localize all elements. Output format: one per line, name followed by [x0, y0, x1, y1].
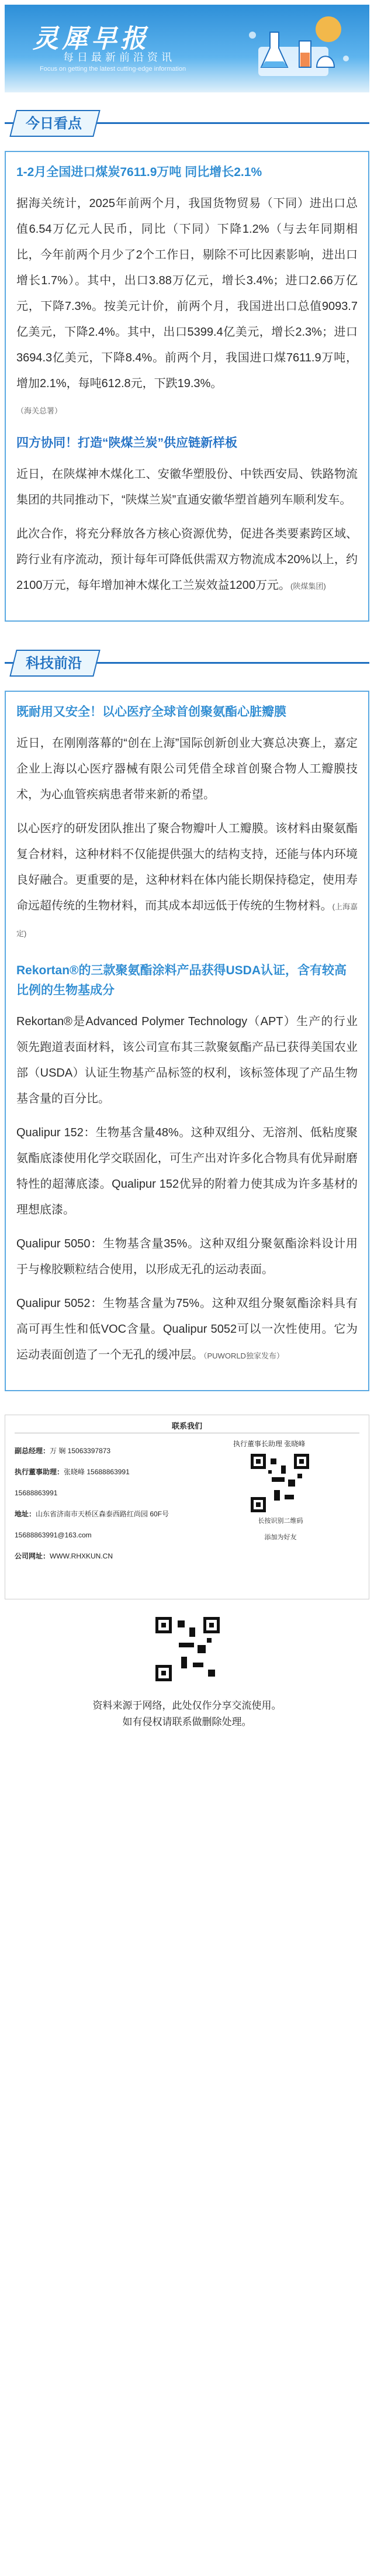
article-title: 既耐用又安全！以心医疗全球首创聚氨酯心脏瓣膜 [16, 705, 286, 719]
article-paragraph: 近日，在陕煤神木煤化工、安徽华塑股份、中铁西安局、铁路物流集团的共同推动下，“陕煤兰炭”直通安徽华塑首趟列车顺利发车。 [16, 468, 358, 506]
contact-email: 15688863991@163.com [15, 1531, 92, 1539]
bottom-qr-code-icon[interactable] [155, 1617, 220, 1681]
article-paragraph: 近日，在刚刚落幕的“创在上海”国际创新创业大赛总决赛上，嘉定企业上海以心医疗器械有限公司凭借全球首创聚合物人工瓣膜技术，为心血管疾病患者带来新的希望。 [16, 737, 358, 801]
article-source: （海关总署） [16, 406, 63, 415]
article-paragraph: Qualipur 5050：生物基含量35%。这种双组分聚氨酯涂料设计用于与橡胶颗粒结合使用，以形成无孔的运动表面。 [16, 1237, 358, 1276]
article-title: 四方协同！打造“陕煤兰炭”供应链新样板 [16, 436, 237, 450]
brand-tagline: 每日最新前沿资讯 [63, 51, 175, 63]
brand-title: 灵犀早报 [33, 24, 150, 54]
footer-line-1: 资料来源于网络，此处仅作分享交流使用。 [92, 1700, 282, 1711]
wechat-qr-code-icon[interactable] [251, 1454, 309, 1512]
footer-line-2: 如有侵权请联系做删除处理。 [122, 1716, 252, 1727]
contact-right-label: 执行董事长助理 张晓峰 [233, 1440, 306, 1448]
header-banner [5, 5, 369, 92]
article-paragraph: 据海关统计，2025年前两个月，我国货物贸易（下同）进出口总值6.54万亿元人民币，同比（下同）下降1.2%（与去年同期相比，今年前两个月少了2个工作日，剔除不可比因素影响，进出口增长1.7%）。其中，出口3.88万亿元，增长3.4%；进口2.66万亿元，下降7.3%。按美元计价，前两个月，我国进出口总值9093.7亿美元，下降2.4%。其中，出口5399.4亿美元，增长2.3%；进口3694.3亿美元，下降8.4%。前两个月，我国进口煤7611.9万吨，增加2.1%，每吨612.8元，下跌19.3%。 [16, 197, 358, 390]
contact-title: 联系我们 [171, 1422, 202, 1430]
lab-illustration-icon [235, 12, 358, 82]
article-source: (陕煤集团) [290, 582, 326, 591]
bottom-qr-area [5, 1611, 369, 1687]
contact-website: 公司网址：WWW.RHXKUN.CN [15, 1552, 113, 1560]
article-source: (上海嘉定) [16, 902, 358, 938]
contact-phone: 15688863991 [15, 1489, 58, 1497]
article-paragraph: Qualipur 152：生物基含量48%。这种双组分、无溶剂、低粘度聚氨酯底漆使用化学交联固化，可生产出对许多化合物具有优异耐磨特性的超薄底漆。Qualipur 152优异的附着力使其成为许多基材的理想底漆。 [16, 1126, 358, 1216]
footer-disclaimer [0, 1698, 374, 1730]
section-label: 科技前沿 [26, 654, 82, 671]
article-card-tech [5, 691, 369, 1391]
section-label: 今日看点 [26, 115, 82, 132]
contact-panel [5, 1415, 369, 1599]
article-paragraph: 此次合作，将充分释放各方核心资源优势，促进各类要素跨区域、跨行业有序流动，预计每年可降低供需双方物流成本20%以上，约2100万元，每年增加神木煤化工兰炭效益1200万元。(陕煤集团) [16, 527, 358, 592]
contact-address: 地址：山东省济南市天桥区森泰西路红尚园 60F号 [15, 1510, 169, 1518]
article-paragraph: Rekortan®是Advanced Polymer Technology（APT）生产的行业领先跑道表面材料，该公司宣布其三款聚氨酯产品已获得美国农业部（USDA）认证生物基产品标签的权利，该标签体现了产品生物基含量的百分比。 [16, 1015, 358, 1105]
brand-subtitle: Focus on getting the latest cutting-edge information [40, 65, 186, 73]
article-paragraph: 以心医疗的研发团队推出了聚合物瓣叶人工瓣膜。该材料由聚氨酯复合材料，这种材料不仅能提供强大的结构支持，还能与体内环境良好融合。更重要的是，这种材料在体内能长期保持稳定，使用寿命远超传统的生物材料，而其成本却远低于传统的生物材料。(上海嘉定) [16, 822, 358, 938]
section-header-today [5, 105, 369, 140]
article-title: Rekortan®的三款聚氨酯涂料产品获得USDA认证，含有较高比例的生物基成分 [16, 964, 347, 997]
contact-director: 副总经理：万 娴 15063397873 [15, 1447, 111, 1455]
contact-exec: 执行董事助理：张晓峰 15688863991 [15, 1468, 130, 1476]
section-header-tech [5, 645, 369, 680]
article-paragraph: Qualipur 5052：生物基含量为75%。这种双组分聚氨酯涂料具有高可再生性和低VOC含量。Qualipur 5052可以一次性使用。它为运动表面创造了一个无孔的缓冲层。（PUWORLD独家发布） [16, 1297, 358, 1361]
article-card-today [5, 151, 369, 622]
qr-caption: 长按识别二维码 [258, 1518, 303, 1525]
article-title: 1-2月全国进口煤炭7611.9万吨 同比增长2.1% [16, 165, 262, 179]
qr-caption-friend: 添加为好友 [264, 1534, 297, 1541]
article-source: （PUWORLD独家发布） [203, 1351, 284, 1360]
